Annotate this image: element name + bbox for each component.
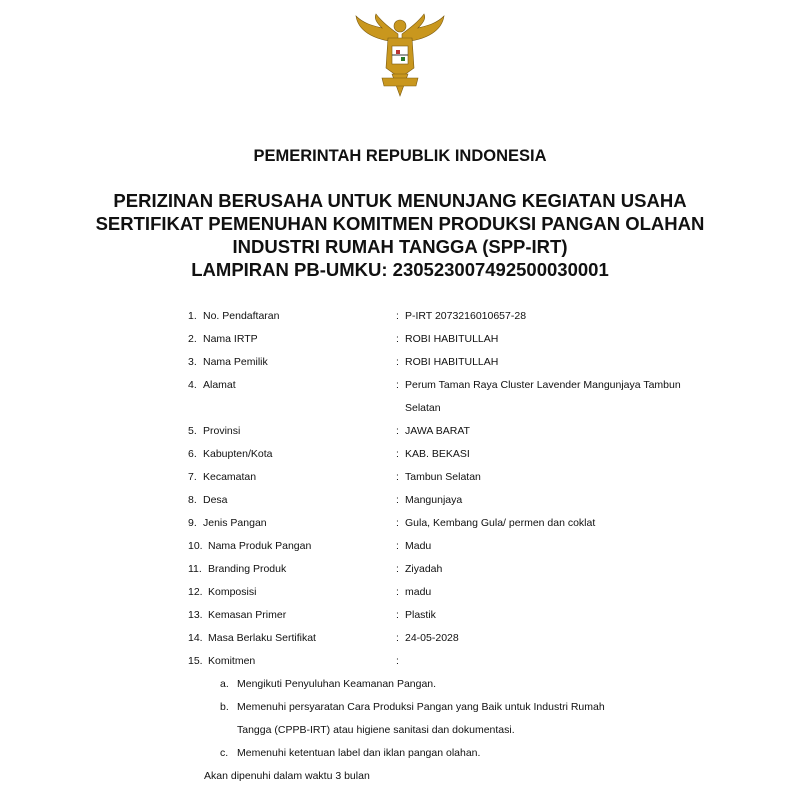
field-colon: : bbox=[396, 632, 399, 644]
field-number: 14. bbox=[188, 632, 203, 644]
field-number: 15. bbox=[188, 655, 203, 667]
field-label: Komposisi bbox=[208, 586, 257, 598]
field-number: 12. bbox=[188, 586, 203, 598]
field-label: Kabupten/Kota bbox=[203, 448, 273, 460]
field-row bbox=[0, 448, 800, 468]
field-row bbox=[0, 609, 800, 629]
field-number: 10. bbox=[188, 540, 203, 552]
field-value: Tambun Selatan bbox=[405, 471, 481, 483]
field-label: Nama Pemilik bbox=[203, 356, 268, 368]
field-colon: : bbox=[396, 563, 399, 575]
field-row bbox=[0, 379, 800, 399]
commitment-a-text: Mengikuti Penyuluhan Keamanan Pangan. bbox=[237, 678, 437, 690]
title-line-3: INDUSTRI RUMAH TANGGA (SPP-IRT) bbox=[232, 236, 568, 257]
field-row bbox=[0, 471, 800, 491]
title-line-2: SERTIFIKAT PEMENUHAN KOMITMEN PRODUKSI PANGAN OLAHAN bbox=[95, 213, 705, 234]
field-value: Mangunjaya bbox=[405, 494, 463, 506]
field-value: madu bbox=[405, 586, 432, 598]
field-colon: : bbox=[396, 609, 399, 621]
field-label: Komitmen bbox=[208, 655, 256, 667]
field-number: 11. bbox=[188, 563, 202, 575]
field-label: Branding Produk bbox=[208, 563, 287, 575]
field-row bbox=[0, 517, 800, 537]
field-number: 13. bbox=[188, 609, 203, 621]
field-value: JAWA BARAT bbox=[405, 425, 470, 437]
field-colon: : bbox=[396, 494, 399, 506]
field-number: 6. bbox=[188, 448, 197, 460]
field-label: Kecamatan bbox=[203, 471, 257, 483]
field-number: 8. bbox=[188, 494, 197, 506]
field-row bbox=[0, 655, 800, 675]
field-row bbox=[0, 586, 800, 606]
field-value-cont: Selatan bbox=[405, 402, 441, 414]
field-label: Alamat bbox=[203, 379, 236, 391]
field-value: Ziyadah bbox=[405, 563, 443, 575]
commitment-c-text: Memenuhi ketentuan label dan iklan pangan olahan. bbox=[237, 747, 481, 759]
field-value: KAB. BEKASI bbox=[405, 448, 470, 460]
field-label: Jenis Pangan bbox=[203, 517, 267, 529]
field-colon: : bbox=[396, 310, 399, 322]
field-number: 2. bbox=[188, 333, 197, 345]
footer-note: Akan dipenuhi dalam waktu 3 bulan bbox=[204, 770, 370, 782]
field-number: 3. bbox=[188, 356, 197, 368]
field-colon: : bbox=[396, 333, 399, 345]
field-value: Gula, Kembang Gula/ permen dan coklat bbox=[405, 517, 596, 529]
field-value: ROBI HABITULLAH bbox=[405, 333, 499, 345]
field-row bbox=[0, 563, 800, 583]
field-label: Masa Berlaku Sertifikat bbox=[208, 632, 316, 644]
field-colon: : bbox=[396, 540, 399, 552]
field-colon: : bbox=[396, 379, 399, 391]
field-label: No. Pendaftaran bbox=[203, 310, 280, 322]
field-colon: : bbox=[396, 356, 399, 368]
field-number: 9. bbox=[188, 517, 197, 529]
garuda-pancasila-emblem bbox=[352, 12, 448, 98]
title-line-1: PERIZINAN BERUSAHA UNTUK MENUNJANG KEGIATAN USAHA bbox=[113, 190, 687, 211]
field-row bbox=[0, 333, 800, 353]
field-label: Nama IRTP bbox=[203, 333, 258, 345]
field-row bbox=[0, 632, 800, 652]
field-row bbox=[0, 494, 800, 514]
field-value: 24-05-2028 bbox=[405, 632, 459, 644]
field-label: Kemasan Primer bbox=[208, 609, 287, 621]
field-number: 4. bbox=[188, 379, 197, 391]
field-number: 1. bbox=[188, 310, 197, 322]
field-value: Madu bbox=[405, 540, 432, 552]
field-value: P-IRT 2073216010657-28 bbox=[405, 310, 527, 322]
field-number: 7. bbox=[188, 471, 197, 483]
field-row bbox=[0, 540, 800, 560]
field-label: Provinsi bbox=[203, 425, 241, 437]
commitment-b-letter: b. bbox=[220, 701, 229, 713]
field-row bbox=[0, 425, 800, 445]
field-colon: : bbox=[396, 425, 399, 437]
field-number: 5. bbox=[188, 425, 197, 437]
field-row-continuation bbox=[0, 402, 800, 422]
commitment-c-letter: c. bbox=[220, 747, 229, 759]
field-value: Perum Taman Raya Cluster Lavender Mangunjaya Tambun bbox=[405, 379, 681, 391]
commitment-a-letter: a. bbox=[220, 678, 229, 690]
commitment-b-text: Memenuhi persyaratan Cara Produksi Pangan yang Baik untuk Industri Rumah bbox=[237, 701, 605, 713]
field-row bbox=[0, 310, 800, 330]
government-heading: PEMERINTAH REPUBLIK INDONESIA bbox=[253, 147, 547, 165]
title-line-4: LAMPIRAN PB-UMKU: 230523007492500030001 bbox=[191, 259, 609, 280]
field-colon: : bbox=[396, 471, 399, 483]
field-label: Desa bbox=[203, 494, 228, 506]
field-value: Plastik bbox=[405, 609, 436, 621]
field-colon: : bbox=[396, 517, 399, 529]
field-colon: : bbox=[396, 655, 399, 667]
field-colon: : bbox=[396, 586, 399, 598]
commitment-b-text-cont: Tangga (CPPB-IRT) atau higiene sanitasi dan dokumentasi. bbox=[237, 724, 515, 736]
field-row bbox=[0, 356, 800, 376]
field-value: ROBI HABITULLAH bbox=[405, 356, 499, 368]
field-label: Nama Produk Pangan bbox=[208, 540, 312, 552]
field-colon: : bbox=[396, 448, 399, 460]
